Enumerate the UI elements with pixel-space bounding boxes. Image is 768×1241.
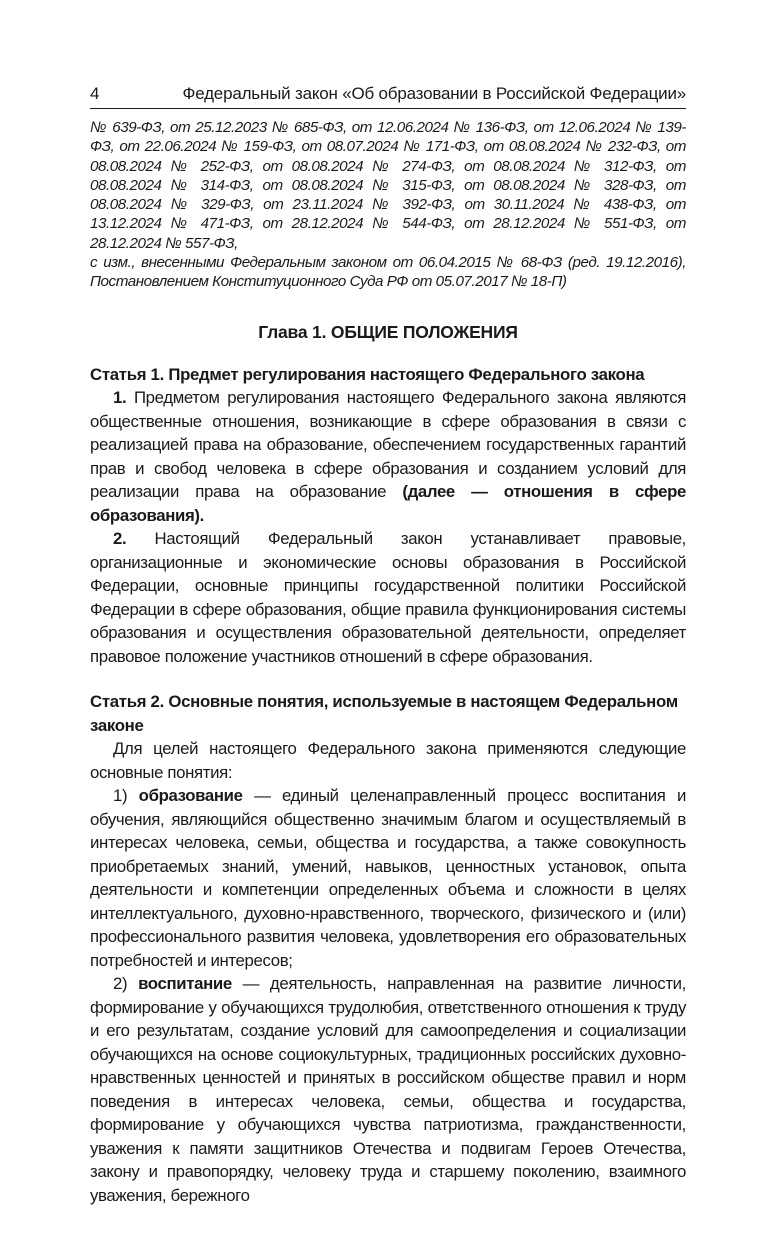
paragraph-definition: (далее — отношения в сфере образования). [90, 482, 686, 525]
amendments-note [90, 118, 686, 292]
amendments-changes: с изм., внесенными Федеральным законом от 06.04.2015 № 68-ФЗ (ред. 19.12.2016), Постановлением Конституционного Суда РФ от 05.07.2017 № 18-П) [90, 254, 686, 291]
definition-number: 1) [113, 786, 139, 806]
paragraph-text: Настоящий Федеральный закон устанавливает правовые, организационные и экономические основы образования в Российской Федерации, основные принципы государственной политики Российской Федерации в сфере образования, общие правила функционирования системы образования и осуществления образовательной деятельности, определяет правовое положение участников отношений в сфере образования. [90, 529, 686, 666]
amendments-list: № 639-ФЗ, от 25.12.2023 № 685-ФЗ, от 12.06.2024 № 136-ФЗ, от 12.06.2024 № 139-ФЗ, от 22.06.2024 № 159-ФЗ, от 08.07.2024 № 171-ФЗ, от 08.08.2024 № 232-ФЗ, от 08.08.2024 № 252-ФЗ, от 08.08.2024 № 274-ФЗ, от 08.08.2024 № 312-ФЗ, от 08.08.2024 № 314-ФЗ, от 08.08.2024 № 315-ФЗ, от 08.08.2024 № 328-ФЗ, от 08.08.2024 № 329-ФЗ, от 23.11.2024 № 392-ФЗ, от 30.11.2024 № 438-ФЗ, от 13.12.2024 № 471-ФЗ, от 28.12.2024 № 544-ФЗ, от 28.12.2024 № 551-ФЗ, от 28.12.2024 № 557-ФЗ, [90, 119, 686, 252]
definition-text: — деятельность, направленная на развитие личности, формирование у обучающихся трудолюбия, ответственного отношения к труду и его результатам, создание условий для самоопределения и социализации обучающихся на основе социокультурных, традиционных российских духовно-нравственных ценностей и принятых в российском обществе правил и норм поведения в интересах человека, семьи, общества и государства, формирование у обучающихся чувства патриотизма, гражданственности, уважения к памяти защитников Отечества и подвигам Героев Отечества, закону и правопорядку, человеку труда и старшему поколению, взаимного уважения, бережного [90, 974, 686, 1205]
article-2-intro: Для целей настоящего Федерального закона применяются следующие основные понятия: [90, 739, 686, 782]
page-number: 4 [90, 84, 100, 103]
chapter-title: Глава 1. ОБЩИЕ ПОЛОЖЕНИЯ [258, 321, 518, 342]
article-1-paragraph-2 [90, 527, 686, 668]
paragraph-number: 1. [113, 388, 127, 408]
paragraph-text: Предметом регулирования настоящего Федерального закона являются общественные отношения, возникающие в сфере образования в связи с реализацией права на образование, обеспечением государственных гарантий прав и свобод человека в сфере образования и созданием условий для реализации права на образование [90, 388, 686, 502]
document-page [90, 84, 686, 1207]
article-2-title: Статья 2. Основные понятия, используемые в настоящем Федеральном законе [90, 692, 678, 735]
article-1-paragraph-1 [90, 386, 686, 527]
definition-2 [90, 972, 686, 1207]
paragraph-number: 2. [113, 529, 127, 549]
definition-text: — единый целенаправленный процесс воспитания и обучения, являющийся общественно значимым благом и осуществляемый в интересах человека, семьи, общества и государства, а также совокупность приобретаемых знаний, умений, навыков, ценностных установок, опыта деятельности и компетенции определенных объема и сложности в целях интеллектуального, духовно-нравственного, творческого, физического и (или) профессионального развития человека, удовлетворения его образовательных потребностей и интересов; [90, 786, 686, 970]
definition-1 [90, 784, 686, 972]
running-header [90, 84, 686, 109]
definition-term: воспитание [138, 974, 232, 994]
running-title: Федеральный закон «Об образовании в Российской Федерации» [182, 84, 686, 103]
definition-term: образование [138, 786, 243, 806]
article-1-title: Статья 1. Предмет регулирования настоящего Федерального закона [90, 364, 645, 384]
definition-number: 2) [113, 974, 139, 994]
